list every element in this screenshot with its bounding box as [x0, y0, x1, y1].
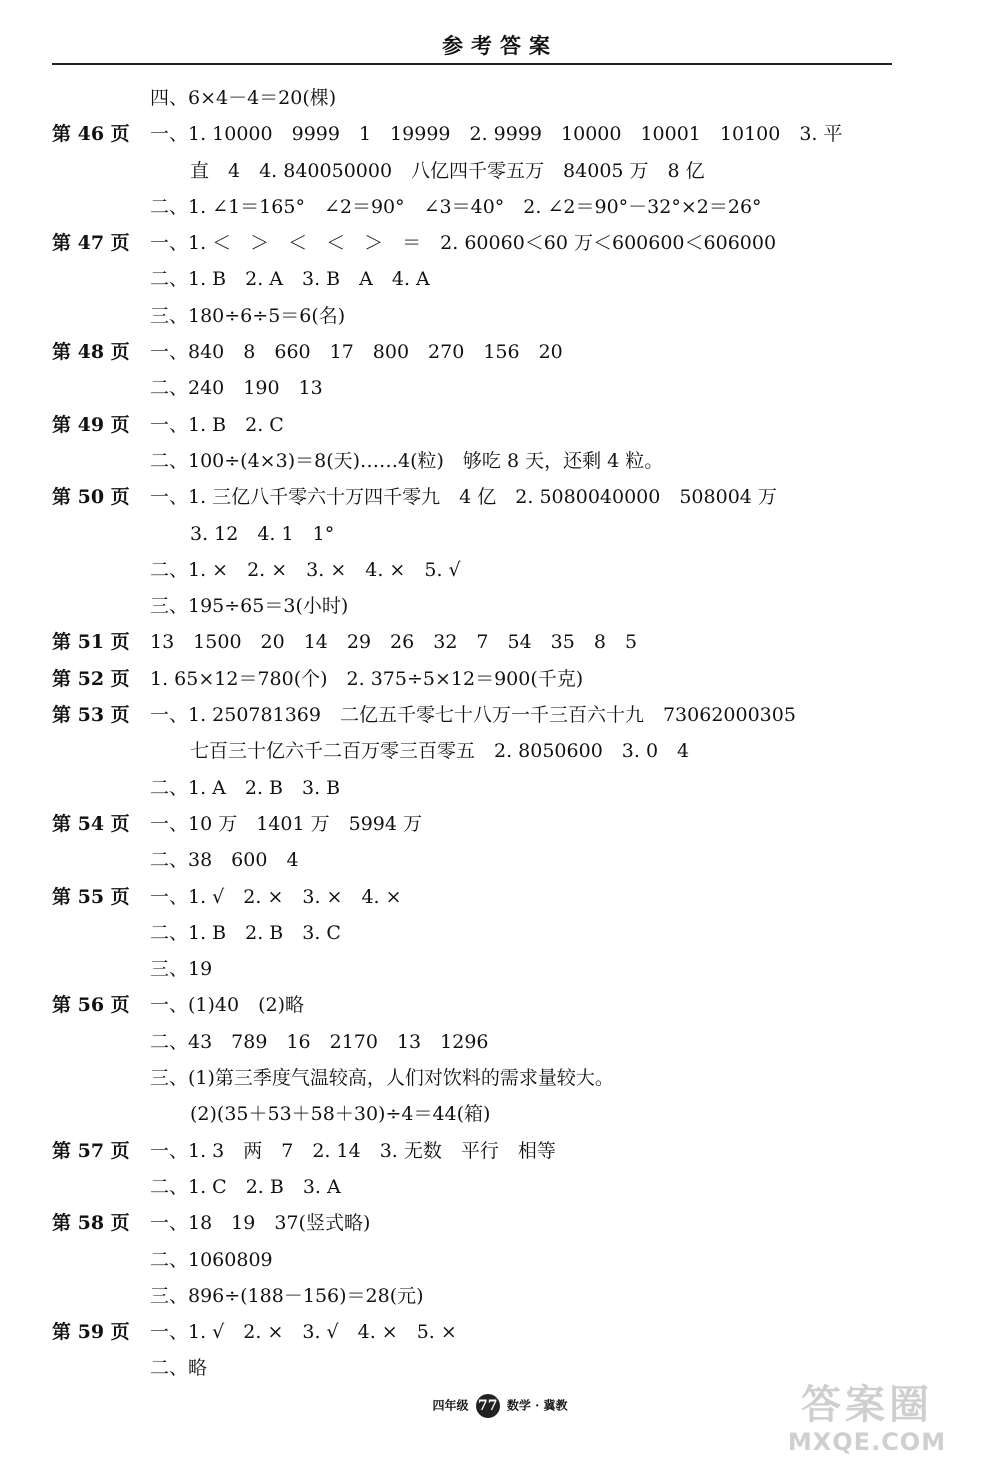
- answer-row: [0, 951, 1000, 987]
- answer-row: [0, 1169, 1000, 1205]
- answer-text: 三、180÷6÷5＝6(名): [150, 304, 346, 327]
- watermark-logo-text: 答案圈: [801, 1382, 933, 1428]
- page-label: 第 59 页: [52, 1321, 130, 1344]
- answer-row: [0, 1060, 1000, 1096]
- answer-row: [0, 407, 1000, 443]
- answer-row: [0, 153, 1000, 189]
- page-label: 第 49 页: [52, 413, 130, 436]
- page-label: 第 58 页: [52, 1212, 130, 1235]
- answer-text: 三、(1)第三季度气温较高，人们对饮料的需求量较大。: [150, 1067, 614, 1090]
- answer-row: [0, 806, 1000, 842]
- answer-row: [0, 261, 1000, 297]
- answer-row: [0, 443, 1000, 479]
- answer-row: [0, 1205, 1000, 1241]
- answer-row: [0, 479, 1000, 515]
- answer-text: 三、896÷(188－156)＝28(元): [150, 1284, 424, 1307]
- answer-text: 一、840 8 660 17 800 270 156 20: [150, 341, 563, 364]
- answer-text: 二、1. C 2. B 3. A: [150, 1175, 341, 1198]
- answer-text: 二、1. A 2. B 3. B: [150, 776, 341, 799]
- answer-text: 3. 12 4. 1 1°: [190, 522, 335, 545]
- answer-row: [0, 189, 1000, 225]
- answer-text: 一、1. ＜ ＞ ＜ ＜ ＞ ＝ 2. 60060＜60 万＜600600＜606000: [150, 232, 777, 255]
- page-label: 第 46 页: [52, 123, 130, 146]
- answer-text: 二、1. × 2. × 3. × 4. × 5. √: [150, 558, 461, 581]
- answer-row: [0, 879, 1000, 915]
- answer-row: [0, 116, 1000, 152]
- answer-row: [0, 80, 1000, 116]
- answer-row: [0, 1024, 1000, 1060]
- header-divider: [52, 63, 892, 65]
- answer-text: 1. 65×12＝780(个) 2. 375÷5×12＝900(千克): [150, 667, 584, 690]
- answer-text: 二、43 789 16 2170 13 1296: [150, 1030, 489, 1053]
- answer-text: 一、1. 三亿八千零六十万四千零九 4 亿 2. 5080040000 508004 万: [150, 486, 777, 509]
- page-label: 第 57 页: [52, 1139, 130, 1162]
- answer-text: 三、195÷65＝3(小时): [150, 595, 349, 618]
- answer-text: 二、1. B 2. B 3. C: [150, 921, 341, 944]
- footer-grade: 四年级: [432, 1398, 469, 1413]
- answer-text: 一、10 万 1401 万 5994 万: [150, 812, 423, 835]
- answer-row: [0, 552, 1000, 588]
- answer-row: [0, 516, 1000, 552]
- answer-row: [0, 915, 1000, 951]
- answer-text: 二、1. B 2. A 3. B A 4. A: [150, 268, 430, 291]
- answer-text: 三、19: [150, 958, 213, 981]
- answer-text: 13 1500 20 14 29 26 32 7 54 35 8 5: [150, 631, 638, 654]
- answer-row: [0, 733, 1000, 769]
- answer-text: 一、1. √ 2. × 3. √ 4. × 5. ×: [150, 1321, 457, 1344]
- answer-row: [0, 1314, 1000, 1350]
- answer-text: 四、6×4－4＝20(棵): [150, 87, 337, 109]
- answer-text: 一、1. B 2. C: [150, 413, 284, 436]
- answer-row: [0, 842, 1000, 878]
- page-label: 第 48 页: [52, 341, 130, 364]
- answer-text: (2)(35＋53＋58＋30)÷4＝44(箱): [190, 1103, 491, 1126]
- page-label: 第 51 页: [52, 631, 130, 654]
- answer-text: 一、1. √ 2. × 3. × 4. ×: [150, 885, 402, 908]
- page-label: 第 50 页: [52, 486, 130, 509]
- answer-row: [0, 770, 1000, 806]
- answer-text: 一、1. 250781369 二亿五千零七十八万一千三百六十九 73062000305: [150, 704, 796, 727]
- answer-row: [0, 298, 1000, 334]
- answer-row: [0, 1242, 1000, 1278]
- answer-text: 一、1. 3 两 7 2. 14 3. 无数 平行 相等: [150, 1139, 556, 1162]
- answer-row: [0, 1278, 1000, 1314]
- page-label: 第 52 页: [52, 667, 130, 690]
- footer-page-number: 77: [476, 1394, 500, 1418]
- answer-text: 二、1. ∠1＝165° ∠2＝90° ∠3＝40° 2. ∠2＝90°－32°×2＝26°: [150, 195, 762, 218]
- answer-text: 二、略: [150, 1357, 208, 1380]
- answer-row: [0, 588, 1000, 624]
- answer-row: [0, 225, 1000, 261]
- watermark: [752, 1382, 982, 1462]
- answer-text: 一、1. 10000 9999 1 19999 2. 9999 10000 10001 10100 3. 平: [150, 123, 843, 146]
- answer-row: [0, 370, 1000, 406]
- page-label: 第 55 页: [52, 885, 130, 908]
- answer-row: [0, 661, 1000, 697]
- answer-text: 一、18 19 37(竖式略): [150, 1212, 371, 1235]
- answer-text: 二、38 600 4: [150, 849, 299, 872]
- answer-list: [0, 80, 1000, 1387]
- answer-row: [0, 987, 1000, 1023]
- page-header-title: 参考答案: [442, 33, 558, 58]
- answer-row: [0, 1133, 1000, 1169]
- answer-text: 二、100÷(4×3)＝8(天)……4(粒) 够吃 8 天，还剩 4 粒。: [150, 449, 664, 472]
- answer-text: 二、1060809: [150, 1248, 273, 1271]
- answer-row: [0, 334, 1000, 370]
- watermark-url: MXQE.COM: [787, 1428, 947, 1456]
- page-label: 第 53 页: [52, 704, 130, 727]
- answer-text: 直 4 4. 840050000 八亿四千零五万 84005 万 8 亿: [190, 159, 705, 182]
- answer-row: [0, 697, 1000, 733]
- answer-text: 一、(1)40 (2)略: [150, 994, 305, 1017]
- answer-text: 二、240 190 13: [150, 377, 323, 400]
- page-label: 第 54 页: [52, 812, 130, 835]
- answer-row: [0, 624, 1000, 660]
- page-label: 第 56 页: [52, 994, 130, 1017]
- footer-subject: 数学 · 冀教: [506, 1398, 568, 1413]
- answer-text: 七百三十亿六千二百万零三百零五 2. 8050600 3. 0 4: [190, 740, 690, 763]
- answer-row: [0, 1096, 1000, 1132]
- page-label: 第 47 页: [52, 232, 130, 255]
